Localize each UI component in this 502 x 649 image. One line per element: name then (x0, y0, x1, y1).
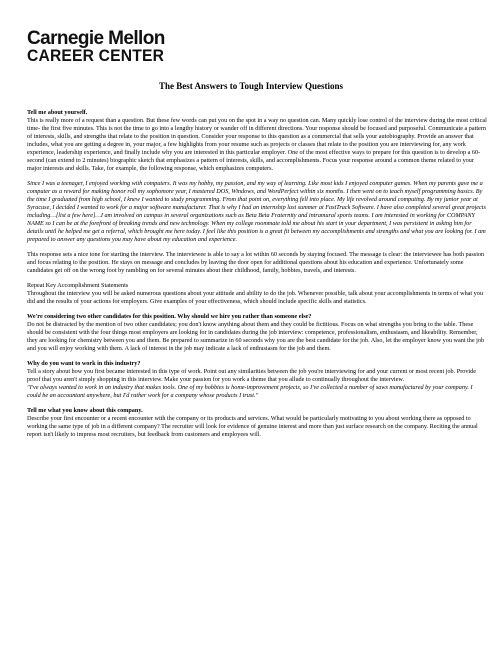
question-heading: We're considering two other candidates for this position. Why should we hire you rather than someone else? (27, 313, 312, 320)
logo-line-university: Carnegie Mellon (27, 28, 165, 49)
answer-text: This is really more of a request than a question. But these few words can put you on the spot in a way no question can. Many quickly lose control of the interview during the most critical time- the first five minutes. This is not the time to go into a lengthy history or wander off in different directions. Your response should be focused and purposeful. Communicate a pattern of interests, skills, and strengths that relate to the position in question. Consider your response to this question as a commercial that sells your autobiography. Provide an answer that includes, what you are getting a degree in, your major, a few highlights from your resume such as projects or classes that relate to the position you are interviewing for, any work experience, leadership experience, and finally include why you are interested in this particular employer. One of the most effective ways to prepare for this question is to develop a 60-second (can extend to 2 minutes) biographic sketch that emphasizes a pattern of interests, skills, and accomplishments. Focus your response around a common theme related to your major interests and skills. Take, for example, the following response, which emphasizes computers. (27, 117, 487, 172)
section-key-accomplishments (27, 282, 487, 306)
section-know-about-company (27, 407, 487, 439)
question-heading: Tell me what you know about this company. (27, 407, 143, 414)
followup-text: This response sets a nice tone for starting the interview. The interviewee is able to say a lot within 60 seconds by staying focused. The message is clear: the interviewee has both passion and focus relating to the position. He stays on message and concludes by leaving the door open for additional questions about his education and experience. Unfortunately some candidates get off on the wrong foot by rambling on for several minutes about their childhood, family, hobbies, travels, and interests. (27, 251, 485, 274)
section-tell-me-about-yourself (27, 109, 487, 173)
answer-text: Do not be distracted by the mention of two other candidates; you don't know anything about them and they could be fictitious. Focus on what strengths you bring to the table. These should be consistent with the four things most employers are looking for in candidates during the job interview: competence, professionalism, enthusiasm, and likeability. Remember, they are looking for chemistry between you and them. Be prepared to summarize in 60 seconds why you are the best candidate for the job. Also, let the employer know you want the job and you will enjoy working with them. A lack of interest in the job may indicate a lack of enthusiasm for the job and them. (27, 321, 485, 352)
document-body (27, 109, 487, 446)
document-title: The Best Answers to Tough Interview Questions (158, 81, 344, 91)
section-why-this-industry (27, 360, 487, 400)
answer-text: Tell a story about how you first became interested in this type of work. Point out any similarities between the job you're interviewing for and your current or most recent job. Provide proof that you aren't simply shopping in this interview. Make your passion for you work a theme that you allude to continually throughout the interview. (27, 368, 476, 383)
question-heading: Repeat Key Accomplishment Statements (27, 282, 129, 289)
logo-line-career-center: CAREER CENTER (27, 46, 165, 65)
answer-text: Throughout the interview you will be asked numerous questions about your attitude and ability to do the job. Whenever possible, talk about your accomplishments in terms of what you did and the results of your actions for employers. Give examples of your effectiveness, which should include specific skills and statistics. (27, 290, 483, 305)
carnegie-mellon-career-center-logo (27, 29, 177, 64)
example-response: "I've always wanted to work in an industry that makes tools. One of my hobbies is home-improvement projects, so I've collected a number of saws manufactured by your company. I could be an accountant anywhere, but I'd rather work for a company whose products I trust." (27, 384, 473, 399)
answer-text: Describe your first encounter or a recent encounter with the company or its products and services. What would be particularly motivating to you about working there as opposed to working the same type of job in a different company? The recruiter will look for evidence of genuine interest and more than just surface research on the company. Reciting the annual report isn't likely to impress most recruiters, but feedback from customers and employees will. (27, 415, 478, 438)
question-heading: Tell me about yourself. (27, 109, 88, 116)
example-response: Since I was a teenager, I enjoyed working with computers. It was my hobby, my passion, and my way of learning. Like most kids I enjoyed computer games. When my parents gave me a computer as a reward for making honor roll my sophomore year, I mastered DOS, Windows, and WordPerfect within six months. I then went on to teach myself programming basics. By the time I graduated from high school, I knew I wanted to study programming. From that point on, everything fell into place. My life revolved around computing. By my junior year at Syracuse, I decided I wanted to work for a major software manufacturer. That is why I had an internship last summer at FastTrack Software. I have also completed several great projects including…[list a few here]…I am involved on campus in several organizations such as Beta Beta Fraternity and intramural sports teams. I am interested in working for COMPANY NAME so I can be at the forefront of breaking trends and new technology. When my college roommate told me about his start in your department, I was persistent in asking him for details until he helped me get a referral, which brought me here today. I feel like this position is a great fit between my accomplishments and strengths and what you are looking for. I am prepared to answer any questions you may have about my education and experience. (27, 180, 486, 243)
section-why-hire-you (27, 313, 487, 353)
question-heading: Why do you want to work in this industry? (27, 360, 141, 367)
